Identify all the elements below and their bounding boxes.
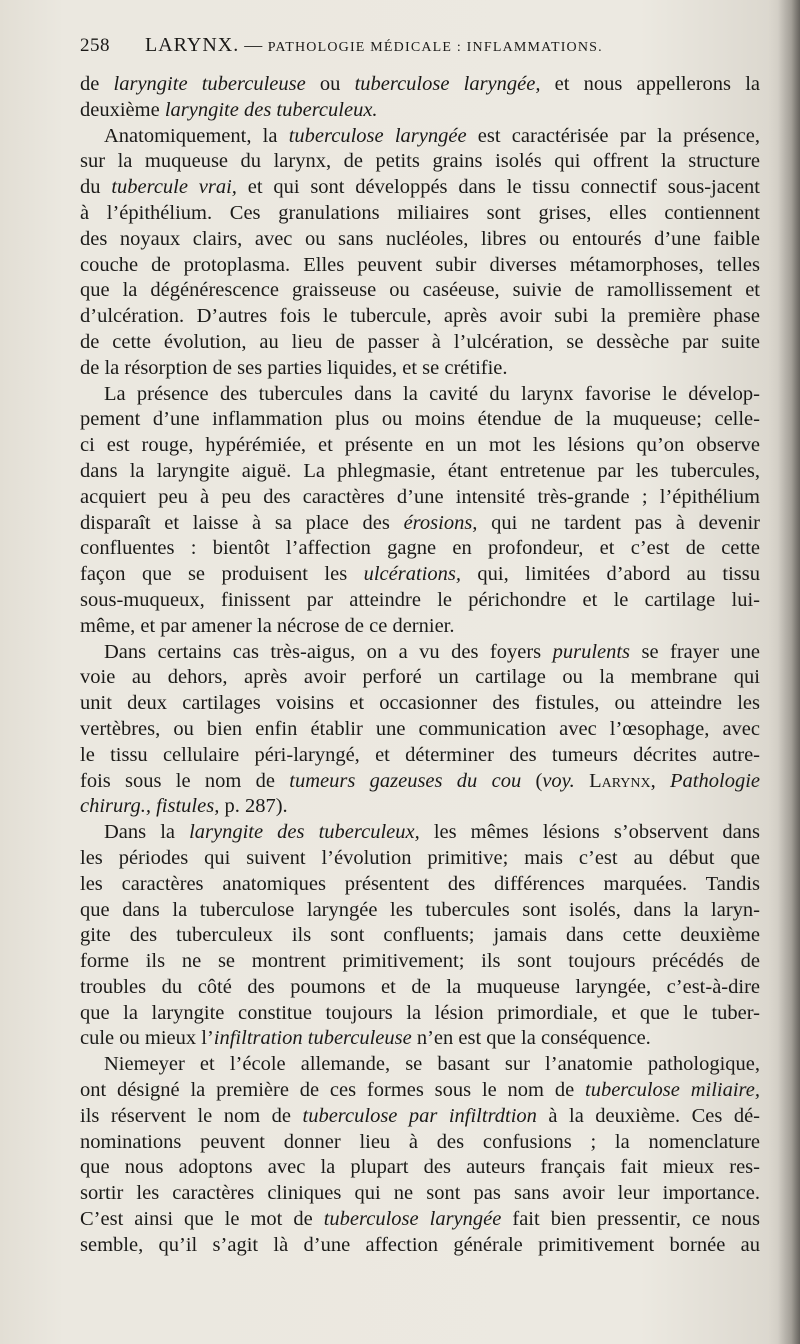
- text-line: [80, 562, 760, 588]
- text-run: cule ou mieux l’: [80, 1027, 214, 1050]
- text-run: ils réservent le nom de: [80, 1104, 303, 1127]
- text-line: [80, 98, 760, 124]
- text-line: [80, 1001, 760, 1027]
- text-run: forme ils ne se montrent primitivement; ils sont toujours précédés de: [80, 950, 760, 973]
- text-run: les mêmes lésions s’observent dans: [419, 821, 760, 844]
- text-line: [80, 1026, 760, 1052]
- italic-run: Pathologie: [670, 769, 760, 792]
- text-line: [80, 175, 760, 201]
- text-run: C’est ainsi que le mot de: [80, 1208, 324, 1231]
- text-line: [80, 459, 760, 485]
- italic-run: tuberculose laryngée,: [354, 73, 541, 95]
- running-header: [80, 34, 760, 57]
- text-run: Anatomiquement, la: [104, 124, 289, 147]
- text-run: de cette évolution, au lieu de passer à l’ulcération, se dessèche par suite: [80, 330, 760, 353]
- italic-run: chirurg., fistules,: [80, 795, 220, 818]
- italic-run: tuberculose laryngée: [323, 1208, 502, 1231]
- text-line: [80, 794, 760, 820]
- text-line: [80, 923, 760, 949]
- header-separator: —: [244, 35, 263, 55]
- italic-run: tubercule vrai,: [111, 176, 237, 199]
- text-line: [80, 872, 760, 898]
- text-run: vertèbres, ou bien enfin établir une communication avec l’œsophage, avec: [80, 717, 760, 740]
- text-run: nominations peuvent donner lieu à des confusions ; la nomenclature: [80, 1130, 760, 1153]
- text-run: des noyaux clairs, avec ou sans nucléoles, libres ou entourés d’une faible: [80, 227, 760, 250]
- text-line: [80, 1181, 760, 1207]
- text-line: [80, 330, 760, 356]
- text-line: [80, 665, 760, 691]
- text-run: (: [521, 769, 543, 792]
- text-run: disparaît et laisse à sa place des: [80, 511, 404, 534]
- text-run: du: [80, 176, 112, 199]
- text-run: fait bien pressentir, ce nous: [501, 1208, 760, 1231]
- text-run: [656, 770, 670, 792]
- text-run: le tissu cellulaire péri-laryngé, et déterminer des tumeurs décrites autre-: [80, 743, 760, 766]
- text-line: [80, 614, 760, 640]
- text-run: et qui sont développés dans le tissu connectif sous-jacent: [236, 176, 760, 199]
- italic-run: érosions,: [403, 511, 478, 534]
- text-run: p. 287).: [219, 795, 288, 818]
- italic-run: laryngite des tuberculeux,: [189, 821, 420, 844]
- text-run: de la résorption de ses parties liquides, et se crétifie.: [80, 356, 508, 379]
- text-line: [80, 253, 760, 279]
- text-line: [80, 1233, 760, 1259]
- text-run: gite des tuberculeux ils sont confluents; jamais dans cette deuxième: [80, 924, 760, 947]
- text-line: [80, 1052, 760, 1078]
- header-subtitle: PATHOLOGIE MÉDICALE : INFLAMMATIONS.: [267, 40, 603, 55]
- italic-run: infiltration tuberculeuse: [213, 1027, 412, 1050]
- italic-run: purulents: [552, 640, 631, 663]
- text-line: [80, 72, 760, 98]
- text-line: [80, 1155, 760, 1181]
- text-run: à la deuxième. Ces dé-: [536, 1104, 760, 1127]
- text-line: [80, 149, 760, 175]
- italic-run: tumeurs gazeuses du cou: [289, 769, 522, 792]
- text-run: les périodes qui suivent l’évolution primitive; mais c’est au début que: [80, 846, 760, 869]
- italic-run: laryngite tuberculeuse: [113, 73, 306, 95]
- text-run: Dans la: [104, 821, 190, 844]
- text-run: sous-muqueux, finissent par atteindre le périchondre et le cartilage lui-: [80, 588, 760, 611]
- italic-run: laryngite des tuberculeux.: [164, 98, 378, 121]
- text-line: [80, 433, 760, 459]
- text-line: [80, 691, 760, 717]
- text-run: d’ulcération. D’autres fois le tubercule, après avoir subi la première phase: [80, 305, 760, 328]
- text-line: [80, 382, 760, 408]
- text-run: que la dégénérescence graisseuse ou caséeuse, suivie de ramollissement et: [80, 279, 760, 302]
- text-run: ou: [305, 73, 355, 95]
- text-run: Larynx,: [589, 769, 656, 792]
- text-run: se frayer une: [630, 640, 760, 663]
- text-run: La présence des tubercules dans la cavité du larynx favorise le dévelop-: [104, 382, 760, 405]
- section-title: LARYNX.: [145, 34, 240, 56]
- text-line: [80, 201, 760, 227]
- text-line: [80, 820, 760, 846]
- text-line: [80, 898, 760, 924]
- text-line: [80, 769, 760, 795]
- text-run: pement d’une inflammation plus ou moins étendue de la muqueuse; celle-: [80, 408, 760, 431]
- body-text: [80, 72, 760, 1259]
- text-run: et nous appellerons la: [540, 73, 760, 95]
- text-line: [80, 278, 760, 304]
- italic-run: tuberculose laryngée: [288, 124, 467, 147]
- text-run: fois sous le nom de: [80, 769, 290, 792]
- text-line: [80, 407, 760, 433]
- text-run: qui ne tardent pas à devenir: [477, 511, 760, 534]
- text-run: que la laryngite constitue toujours la lésion primordiale, et que le tuber-: [80, 1001, 760, 1024]
- text-line: [80, 640, 760, 666]
- text-line: [80, 511, 760, 537]
- text-line: [80, 975, 760, 1001]
- text-run: sortir les caractères cliniques qui ne sont pas sans avoir leur importance.: [80, 1182, 760, 1205]
- text-run: à l’épithélium. Ces granulations miliaires sont grises, elles contiennent: [80, 201, 760, 224]
- text-line: [80, 949, 760, 975]
- text-line: [80, 1207, 760, 1233]
- text-run: semble, qu’il s’agit là d’une affection générale primitivement bornée au: [80, 1233, 760, 1256]
- text-run: est caractérisée par la présence,: [466, 124, 760, 147]
- text-run: que dans la tuberculose laryngée les tubercules sont isolés, dans la laryn-: [80, 898, 760, 921]
- text-run: deuxième: [80, 98, 165, 121]
- text-line: [80, 846, 760, 872]
- text-run: confluentes : bientôt l’affection gagne en profondeur, et c’est de cette: [80, 537, 760, 560]
- text-run: unit deux cartilages voisins et occasionner des fistules, ou atteindre les: [80, 692, 760, 715]
- text-run: ci est rouge, hypérémiée, et présente en un mot les lésions qu’on observe: [80, 434, 760, 457]
- text-line: [80, 536, 760, 562]
- text-run: façon que se produisent les: [80, 563, 364, 586]
- text-run: [575, 770, 589, 792]
- text-run: voie au dehors, après avoir perforé un cartilage ou la membrane qui: [80, 666, 760, 689]
- text-run: couche de protoplasma. Elles peuvent subir diverses métamorphoses, telles: [80, 253, 760, 276]
- text-line: [80, 1104, 760, 1130]
- text-run: n’en est que la conséquence.: [411, 1027, 651, 1050]
- page-number: 258: [80, 35, 110, 56]
- italic-run: ulcérations,: [363, 563, 461, 586]
- text-run: Niemeyer et l’école allemande, se basant sur l’anatomie pathologique,: [104, 1053, 760, 1076]
- text-run: les caractères anatomiques présentent des différences marquées. Tandis: [80, 872, 760, 895]
- italic-run: tuberculose par infiltrdtion: [302, 1104, 537, 1127]
- text-run: que nous adoptons avec la plupart des auteurs français fait mieux res-: [80, 1156, 760, 1179]
- text-run: ont désigné la première de ces formes sous le nom de: [80, 1079, 585, 1102]
- text-line: [80, 743, 760, 769]
- italic-run: tuberculose miliaire,: [585, 1079, 760, 1102]
- text-run: dans la laryngite aiguë. La phlegmasie, étant entretenue par les tubercules,: [80, 459, 760, 482]
- text-line: [80, 356, 760, 382]
- text-line: [80, 485, 760, 511]
- text-line: [80, 1078, 760, 1104]
- text-line: [80, 588, 760, 614]
- text-line: [80, 227, 760, 253]
- text-line: [80, 1130, 760, 1156]
- text-run: Dans certains cas très-aigus, on a vu des foyers: [104, 640, 553, 663]
- text-line: [80, 717, 760, 743]
- text-line: [80, 124, 760, 150]
- text-run: qui, limitées d’abord au tissu: [460, 563, 760, 586]
- italic-run: voy.: [542, 769, 575, 792]
- text-run: même, et par amener la nécrose de ce dernier.: [80, 614, 455, 637]
- text-line: [80, 304, 760, 330]
- text-run: de: [80, 73, 114, 95]
- text-run: troubles du côté des poumons et de la muqueuse laryngée, c’est-à-dire: [80, 975, 760, 998]
- text-run: acquiert peu à peu des caractères d’une intensité très-grande ; l’épithélium: [80, 485, 760, 508]
- text-run: sur la muqueuse du larynx, de petits grains isolés qui offrent la structure: [80, 150, 760, 173]
- page-edge-shadow: [778, 0, 800, 1344]
